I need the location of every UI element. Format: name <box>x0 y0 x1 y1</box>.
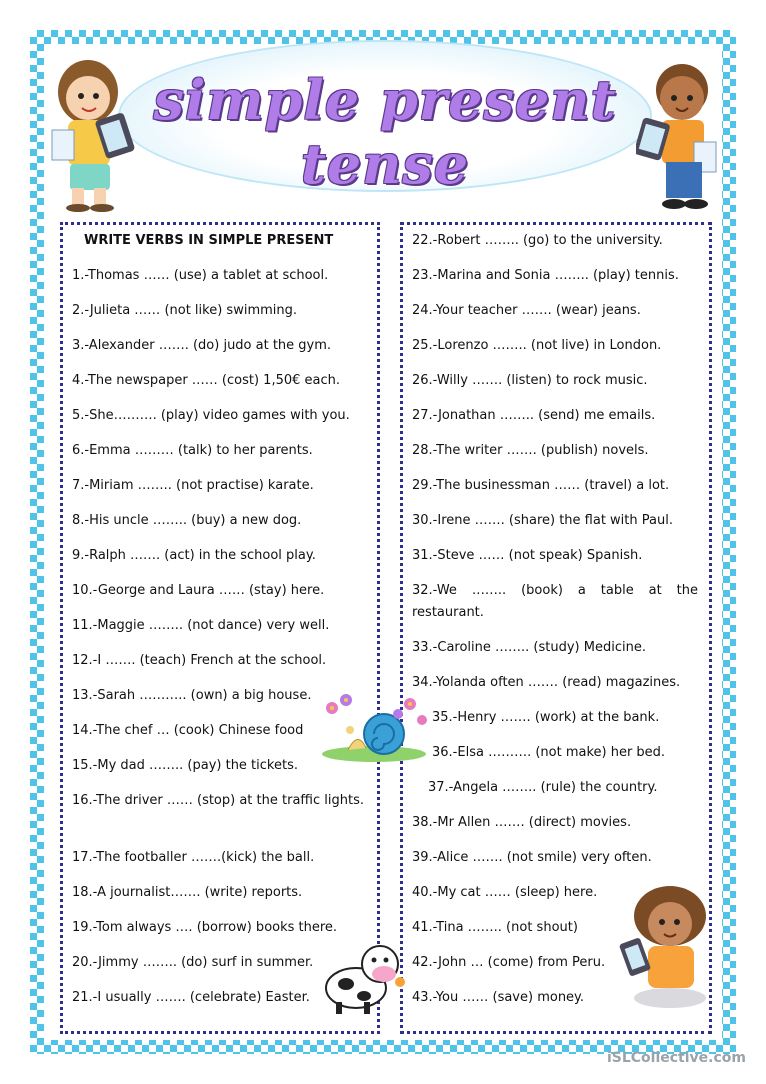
exercise-item: 21.-I usually ……. (celebrate) Easter. <box>72 990 310 1005</box>
exercise-item: 10.-George and Laura …… (stay) here. <box>72 583 325 598</box>
exercise-item: 30.-Irene ……. (share) the flat with Paul. <box>412 513 673 528</box>
exercise-item: 2.-Julieta …… (not like) swimming. <box>72 303 298 318</box>
exercise-item: 38.-Mr Allen ……. (direct) movies. <box>412 815 632 830</box>
exercise-item: 24.-Your teacher ……. (wear) jeans. <box>412 303 641 318</box>
girl-sitting-with-tablet-illustration <box>614 880 718 1012</box>
exercise-item: 5.-She………. (play) video games with you. <box>72 408 350 423</box>
exercise-item: 6.-Emma ……… (talk) to her parents. <box>72 443 313 458</box>
exercise-item: 41.-Tina …….. (not shout) <box>412 920 578 935</box>
exercise-item: 3.-Alexander ……. (do) judo at the gym. <box>72 338 332 353</box>
exercise-item: 22.-Robert …….. (go) to the university. <box>412 233 663 248</box>
exercise-item: 20.-Jimmy …….. (do) surf in summer. <box>72 955 314 970</box>
exercise-heading: WRITE VERBS IN SIMPLE PRESENT <box>84 233 334 248</box>
exercise-item: 8.-His uncle …….. (buy) a new dog. <box>72 513 302 528</box>
exercise-item: 32.-We …….. (book) a table at the restaurant. <box>412 583 698 620</box>
exercise-item: 31.-Steve …… (not speak) Spanish. <box>412 548 643 563</box>
snail-flowers-illustration <box>318 690 430 762</box>
exercise-item: 39.-Alice ……. (not smile) very often. <box>412 850 652 865</box>
exercise-item: 4.-The newspaper …… (cost) 1,50€ each. <box>72 373 341 388</box>
exercise-item: 18.-A journalist……. (write) reports. <box>72 885 303 900</box>
exercise-item: 12.-I ……. (teach) French at the school. <box>72 653 327 668</box>
exercise-item: 15.-My dad …….. (pay) the tickets. <box>72 758 298 773</box>
watermark: iSLCollective.com <box>606 1050 746 1066</box>
exercise-item: 14.-The chef … (cook) Chinese food <box>72 723 304 738</box>
exercise-item: 17.-The footballer …….(kick) the ball. <box>72 850 315 865</box>
exercise-item: 40.-My cat …… (sleep) here. <box>412 885 598 900</box>
exercise-item: 29.-The businessman …… (travel) a lot. <box>412 478 670 493</box>
exercise-item: 16.-The driver …… (stop) at the traffic lights. <box>72 793 364 808</box>
exercise-item: 33.-Caroline …….. (study) Medicine. <box>412 640 646 655</box>
exercise-item: 11.-Maggie …….. (not dance) very well. <box>72 618 330 633</box>
exercise-item: 36.-Elsa ………. (not make) her bed. <box>432 745 666 760</box>
exercise-item: 42.-John … (come) from Peru. <box>412 955 606 970</box>
exercise-item: 43.-You …… (save) money. <box>412 990 585 1005</box>
exercise-item: 28.-The writer ……. (publish) novels. <box>412 443 649 458</box>
exercise-item: 26.-Willy ……. (listen) to rock music. <box>412 373 648 388</box>
exercise-item: 27.-Jonathan …….. (send) me emails. <box>412 408 656 423</box>
exercise-item: 19.-Tom always …. (borrow) books there. <box>72 920 338 935</box>
exercise-item: 9.-Ralph ……. (act) in the school play. <box>72 548 316 563</box>
exercise-item: 7.-Miriam …….. (not practise) karate. <box>72 478 314 493</box>
exercise-item: 35.-Henry ……. (work) at the bank. <box>432 710 660 725</box>
cow-illustration <box>318 936 410 1016</box>
exercise-item: 37.-Angela …….. (rule) the country. <box>428 780 658 795</box>
exercise-item: 23.-Marina and Sonia …….. (play) tennis. <box>412 268 679 283</box>
boy-with-tablet-illustration <box>636 56 720 216</box>
exercise-item: 13.-Sarah ……….. (own) a big house. <box>72 688 312 703</box>
exercise-item: 34.-Yolanda often ……. (read) magazines. <box>412 675 681 690</box>
exercise-item: 25.-Lorenzo …….. (not live) in London. <box>412 338 662 353</box>
page-title: simple present tense <box>153 68 617 196</box>
girl-with-tablet-illustration <box>44 52 136 212</box>
exercise-item: 1.-Thomas …… (use) a tablet at school. <box>72 268 329 283</box>
